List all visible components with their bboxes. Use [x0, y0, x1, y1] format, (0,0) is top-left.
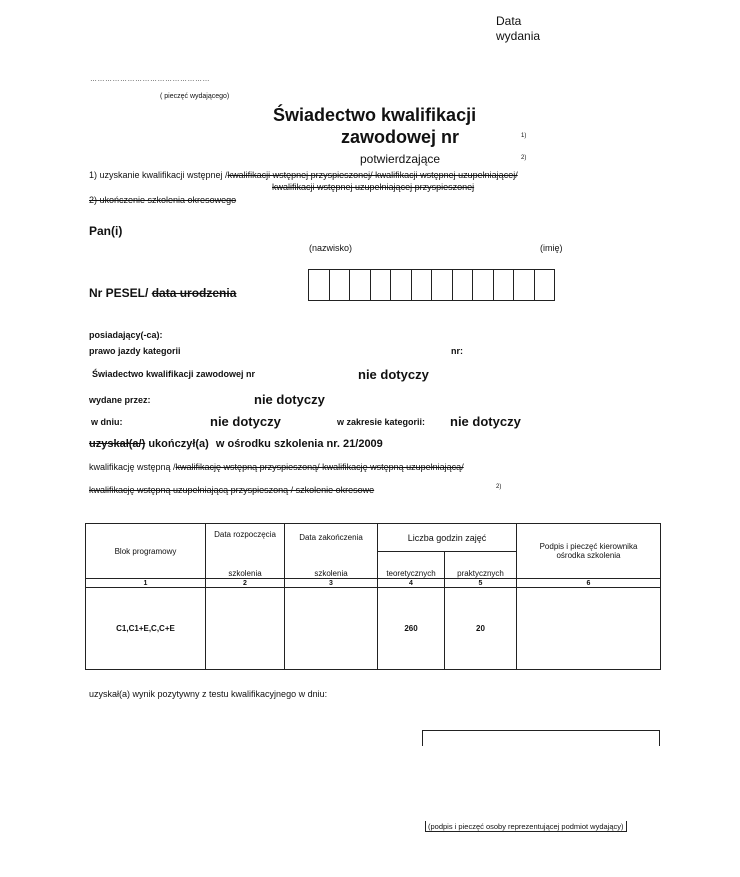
column-number: 2: [206, 579, 285, 588]
issued-by-value: nie dotyczy: [254, 392, 325, 407]
person-label: Pan(i): [89, 224, 123, 238]
test-result-label: uzyskał(a) wynik pozytywny z testu kwalifikacyjnego w dniu:: [89, 689, 328, 699]
pesel-digit-box[interactable]: [472, 269, 494, 301]
pesel-digit-box[interactable]: [431, 269, 453, 301]
confirming-label: potwierdzające: [360, 152, 441, 166]
scope-label: w zakresie kategorii:: [337, 417, 426, 427]
issue-date-label: Data: [496, 14, 522, 28]
holding-label: posiadający(-ca):: [89, 330, 163, 340]
column-number: 5: [445, 579, 517, 588]
signature-cell: [517, 588, 661, 670]
header-end-date: Data zakończenia: [285, 524, 378, 552]
signature-box: [422, 730, 660, 832]
birth-date-struck: data urodzenia: [151, 286, 237, 300]
signature-box-left: [422, 730, 423, 746]
pesel-digit-box[interactable]: [534, 269, 556, 301]
end-date-value: [285, 588, 378, 670]
header-end-date-sub: szkolenia: [285, 552, 378, 579]
cert-number-label: Świadectwo kwalifikacji zawodowej nr: [92, 369, 256, 379]
pesel-digit-box[interactable]: [452, 269, 474, 301]
footnote-2b: 2): [496, 484, 502, 490]
theory-hours-value: 260: [378, 588, 445, 670]
issued-by-label: wydane przez:: [89, 395, 151, 405]
qualification-struck-2: kwalifikację wstępną uzupełniającą przyspieszoną / szkolenie okresowe: [89, 485, 375, 495]
column-number: 1: [86, 579, 206, 588]
header-signature: Podpis i pieczęć kierownika ośrodka szkolenia: [517, 524, 661, 579]
pesel-digit-box[interactable]: [329, 269, 351, 301]
license-category-label: prawo jazdy kategorii: [89, 346, 181, 356]
stamp-dots: …………………………………………: [90, 76, 210, 83]
footnote-1: 1): [521, 133, 527, 139]
certificate-title-line1: Świadectwo kwalifikacji: [273, 105, 477, 125]
footnote-2: 2): [521, 155, 527, 161]
qualification-line1: [89, 462, 464, 472]
stamp-label: ( pieczęć wydającego): [160, 93, 230, 100]
certificate-title-line2: zawodowej nr: [341, 127, 460, 147]
signature-caption: (podpis i pieczęć osoby reprezentującej podmiot wydający): [425, 821, 627, 832]
qualification-prefix: kwalifikację wstępną /: [89, 462, 176, 472]
header-start-date: Data rozpoczęcia: [206, 524, 285, 552]
pesel-digit-box[interactable]: [513, 269, 535, 301]
training-center: w ośrodku szkolenia nr. 21/2009: [215, 438, 383, 450]
surname-label: (nazwisko): [309, 243, 353, 253]
option-1-prefix: 1) uzyskanie kwalifikacji wstępnej /: [89, 170, 228, 180]
on-day-label: w dniu:: [91, 417, 123, 427]
pesel-digit-box[interactable]: [349, 269, 371, 301]
pesel-label-text: Nr PESEL/: [89, 286, 149, 300]
scope-value: nie dotyczy: [450, 414, 521, 429]
firstname-label: (imię): [540, 243, 563, 253]
pesel-digit-box[interactable]: [370, 269, 392, 301]
completed-label: ukończył(a): [148, 438, 209, 450]
start-date-value: [206, 588, 285, 670]
pesel-boxes[interactable]: [309, 269, 555, 299]
signature-box-right: [659, 730, 660, 746]
header-theory: teoretycznych: [378, 552, 445, 579]
header-hours: Liczba godzin zajęć: [378, 524, 517, 552]
pesel-digit-box[interactable]: [390, 269, 412, 301]
signature-box-top: [422, 730, 660, 731]
cert-number-value: nie dotyczy: [358, 367, 429, 382]
practice-hours-value: 20: [445, 588, 517, 670]
qualification-struck-1: kwalifikację wstępną przyspieszoną/ kwalifikację wstępną uzupełniającą/: [175, 462, 464, 472]
training-table: [85, 523, 661, 670]
completion-line: [89, 438, 383, 450]
pesel-label: [89, 286, 236, 300]
option-periodic-training: 2) ukończenie szkolenia okresowego: [89, 195, 237, 205]
license-number-label: nr:: [451, 346, 463, 356]
header-start-date-sub: szkolenia: [206, 552, 285, 579]
column-number: 3: [285, 579, 378, 588]
header-program-block: Blok programowy: [86, 524, 206, 579]
option-initial-qualification: [89, 170, 518, 180]
program-block-value: C1,C1+E,C,C+E: [86, 588, 206, 670]
column-number: 6: [517, 579, 661, 588]
option-1-struck-continued: kwalifikacji wstępnej uzupełniającej przyspieszonej: [272, 182, 475, 192]
on-day-value: nie dotyczy: [210, 414, 281, 429]
column-number: 4: [378, 579, 445, 588]
pesel-digit-box[interactable]: [308, 269, 330, 301]
header-practice: praktycznych: [445, 552, 517, 579]
issue-date-label-2: wydania: [496, 29, 541, 43]
pesel-digit-box[interactable]: [411, 269, 433, 301]
pesel-digit-box[interactable]: [493, 269, 515, 301]
obtained-struck: uzyskał(a/): [89, 438, 146, 450]
option-1-struck: kwalifikacji wstępnej przyspieszonej/ kwalifikacji wstępnej uzupełniającej/: [227, 170, 518, 180]
